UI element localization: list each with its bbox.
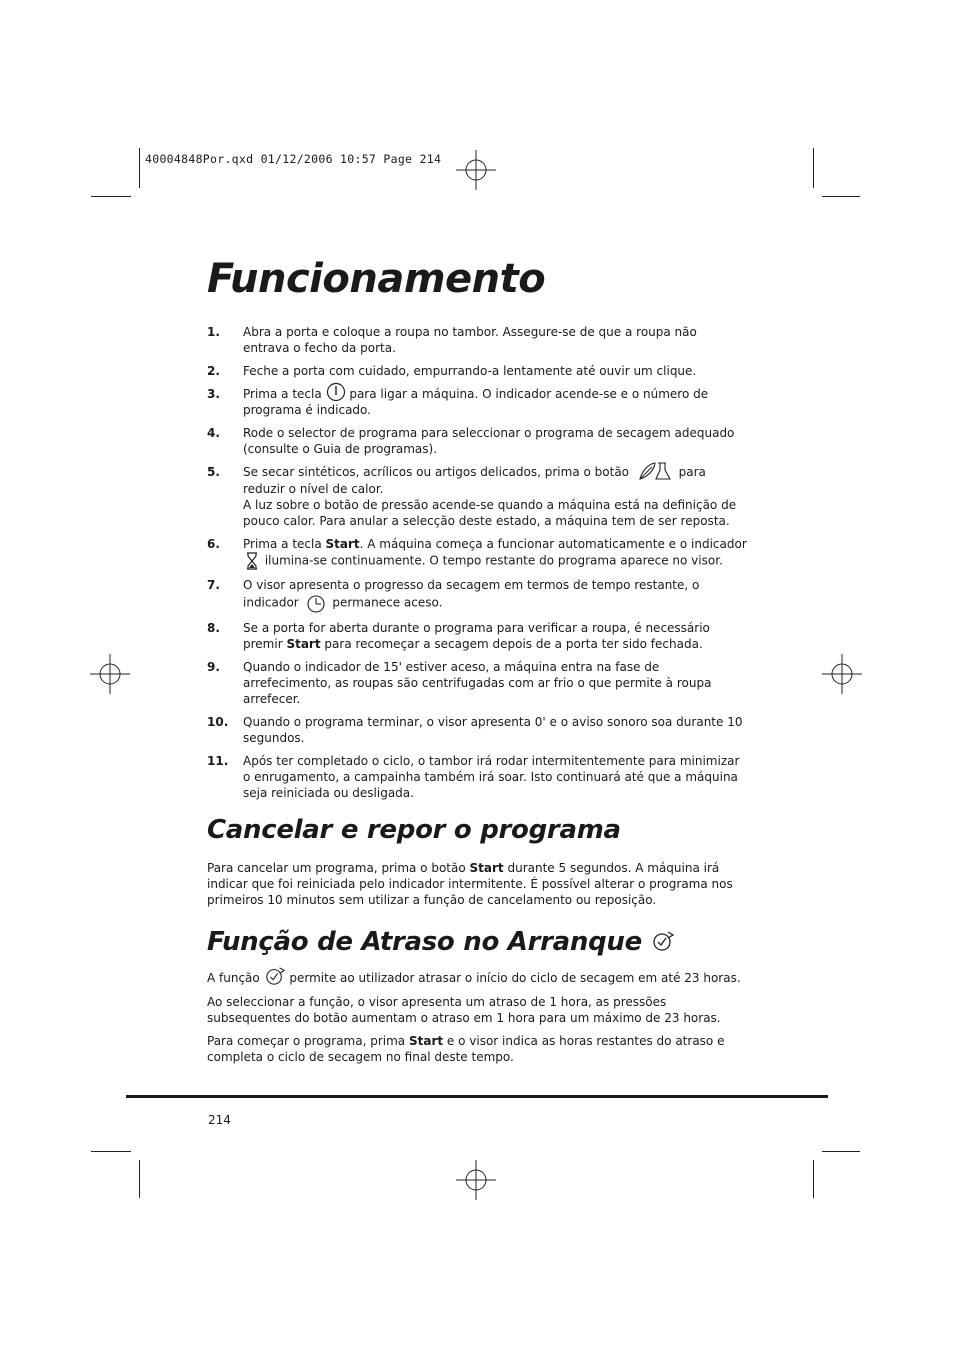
registration-mark-icon: [456, 1160, 496, 1200]
crop-mark: [813, 1160, 814, 1198]
steps-list: [207, 324, 747, 808]
list-item: 9. Quando o indicador de 15' estiver aceso, a máquina entra na fase de arrefecimento, as roupas são centrifugadas com ar frio o que permite à roupa arrefecer.: [207, 659, 712, 706]
delay-paragraph-2: Ao seleccionar a função, o visor apresenta um atraso de 1 hora, as pressões subsequentes do botão aumentam o atraso em 1 hora para um máximo de 23 horas.: [207, 995, 721, 1025]
delay-paragraph-3: Para começar o programa, prima Start e o visor indica as horas restantes do atraso e completa o ciclo de secagem no final deste tempo.: [207, 1034, 725, 1064]
crop-mark: [822, 1151, 860, 1152]
list-item: 8. Se a porta for aberta durante o programa para verificar a roupa, é necessário premir Start para recomeçar a secagem depois de a porta ter sido fechada.: [207, 620, 710, 651]
list-item: 5. Se secar sintéticos, acrílicos ou artigos delicados, prima o botão para reduzir o nível de calor. A luz sobre o botão de pressão acende-se quando a máquina está na definição de pouco calor. Para anular a selecção deste estado, a máquina tem de ser reposta.: [207, 464, 747, 529]
list-item: 11. Após ter completado o ciclo, o tambor irá rodar intermitentemente para minimizar o enrugamento, a campainha também irá soar. Isto continuará até que a máquina seja reiniciada ou desligada.: [207, 753, 740, 800]
page-number: 214: [208, 1113, 231, 1127]
crop-mark: [822, 196, 860, 197]
crop-mark: [91, 196, 131, 197]
delay-timer-icon: [651, 929, 675, 953]
list-item: 1. Abra a porta e coloque a roupa no tambor. Assegure-se de que a roupa não entrava o fecho da porta.: [207, 325, 697, 355]
section-heading-cancel: Cancelar e repor o programa: [207, 815, 621, 845]
page-title: Funcionamento: [207, 256, 546, 302]
hourglass-icon: [243, 552, 261, 570]
list-item: 2. Feche a porta com cuidado, empurrando-a lentamente até ouvir um clique.: [207, 364, 697, 378]
list-item: 4. Rode o selector de programa para seleccionar o programa de secagem adequado (consulte o Guia de programas).: [207, 426, 735, 456]
low-heat-icon: [637, 461, 671, 481]
crop-mark: [91, 1151, 131, 1152]
power-icon: [326, 382, 346, 402]
cancel-paragraph: Para cancelar um programa, prima o botão Start durante 5 segundos. A máquina irá indicar que foi reiniciada pelo indicador intermitente. É possível alterar o programa nos primeiros 10 minutos sem utilizar a função de cancelamento ou reposição.: [207, 861, 733, 907]
registration-mark-icon: [90, 654, 130, 694]
list-item: 3. Prima a tecla para ligar a máquina. O indicador acende-se e o número de programa é indicado.: [207, 386, 747, 418]
registration-mark-icon: [456, 150, 496, 190]
crop-mark: [813, 148, 814, 188]
clock-icon: [305, 593, 327, 613]
crop-mark: [139, 1160, 140, 1198]
delay-timer-icon: [264, 966, 286, 986]
list-item: 10. Quando o programa terminar, o visor apresenta 0' e o aviso sonoro soa durante 10 segundos.: [207, 714, 743, 745]
list-item: 7. O visor apresenta o progresso da secagem em termos de tempo restante, o indicador permanece aceso.: [207, 577, 747, 613]
registration-mark-icon: [822, 654, 862, 694]
crop-mark: [139, 148, 140, 188]
list-item: 6. Prima a tecla Start. A máquina começa a funcionar automaticamente e o indicador ilumina-se continuamente. O tempo restante do programa aparece no visor.: [207, 536, 747, 570]
section-heading-delay: Função de Atraso no Arranque: [207, 927, 675, 957]
footer-rule: [126, 1095, 828, 1098]
file-header: 40004848Por.qxd 01/12/2006 10:57 Page 214: [145, 152, 442, 166]
delay-paragraph-1: A função permite ao utilizador atrasar o início do ciclo de secagem em até 23 horas.: [207, 970, 747, 986]
